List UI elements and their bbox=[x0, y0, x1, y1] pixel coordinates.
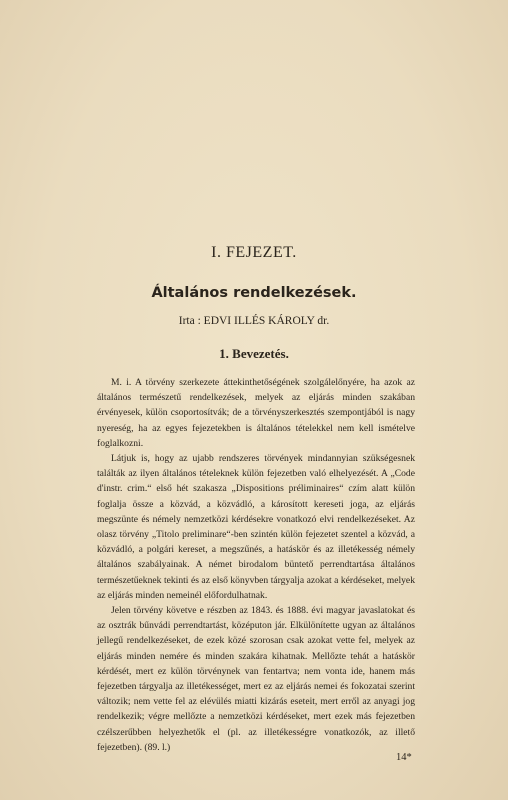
paragraph: Jelen törvény követve e részben az 1843. és 1888. évi magyar javaslatokat és az osztrák bűnvádi perrendtartást, középuton jár. Elkülönítette ugyan az általános jellegű rendelkezéseket, de ezek közé szorosan csak azokat vette fel, melyek az eljárás minden nemére és minden szakára kihatnak. Mellőzte tehát a hatáskör kérdését, mert ez külön törvénynek van fentartva; nem vonta ide, hanem más fejezetben tárgyalja az illetékességet, mert ez az eljárás nemei és fokozatai szerint változik; nem vette fel az elévülés miatti kizárás eseteit, mert erről az anyagi jog rendelkezik; végre mellőzte a nemzetközi kérdéseket, mert ezek más fejezetben czélszerűbben helyezhetők el (pl. az illetékességre vonatkozók, az illető fejezetben). (89. l.) bbox=[97, 605, 415, 753]
subsection-title: 1. Bevezetés. bbox=[219, 346, 289, 361]
page-number: 14* bbox=[396, 752, 412, 763]
chapter-title: I. FEJEZET. bbox=[211, 244, 297, 261]
section-title: Általános rendelkezések. bbox=[151, 285, 357, 301]
paragraph: M. i. A törvény szerkezete áttekinthetőségének szolgálelőnyére, ha azok az általános természetű rendelkezések, melyek az eljárás minden szakában érvényesek, külön csoportosítvák; de a törvényszerkesztés szempontjából is nagy nyereség, ha az egyes fejezetekben is általános tételekkel nem kell ismételve foglalkozni. bbox=[97, 377, 415, 449]
paragraph: Látjuk is, hogy az ujabb rendszeres törvények mindannyian szükségesnek találták az ilyen általános tételeknek külön fejezetben való elhelyezését. A „Code d'instr. crim.“ első hét szakasza „Dispositions préliminaires“ czím alatt külön foglalja össze a közvád, a közvádló, a károsított kereseti joga, az eljárás megszünte és némely nemzetközi kérdésekre vonatkozó elvi rendelkezéseket. Az olasz törvény „Titolo preliminare“-ben szintén külön fejezetet szentel a közvád, a közvádló, a polgári kereset, a megszűnés, a hatáskör és az illetékesség némely általános szabályainak. A német birodalom büntető perrendtartása általános természetűeknek tekinti és az első könyvben tárgyalja azokat a kérdéseket, melyek az eljárás minden nemeinél előfordulhatnak. bbox=[97, 453, 415, 601]
body-text bbox=[97, 375, 415, 755]
author-line: Irta : EDVI ILLÉS KÁROLY dr. bbox=[178, 315, 330, 327]
